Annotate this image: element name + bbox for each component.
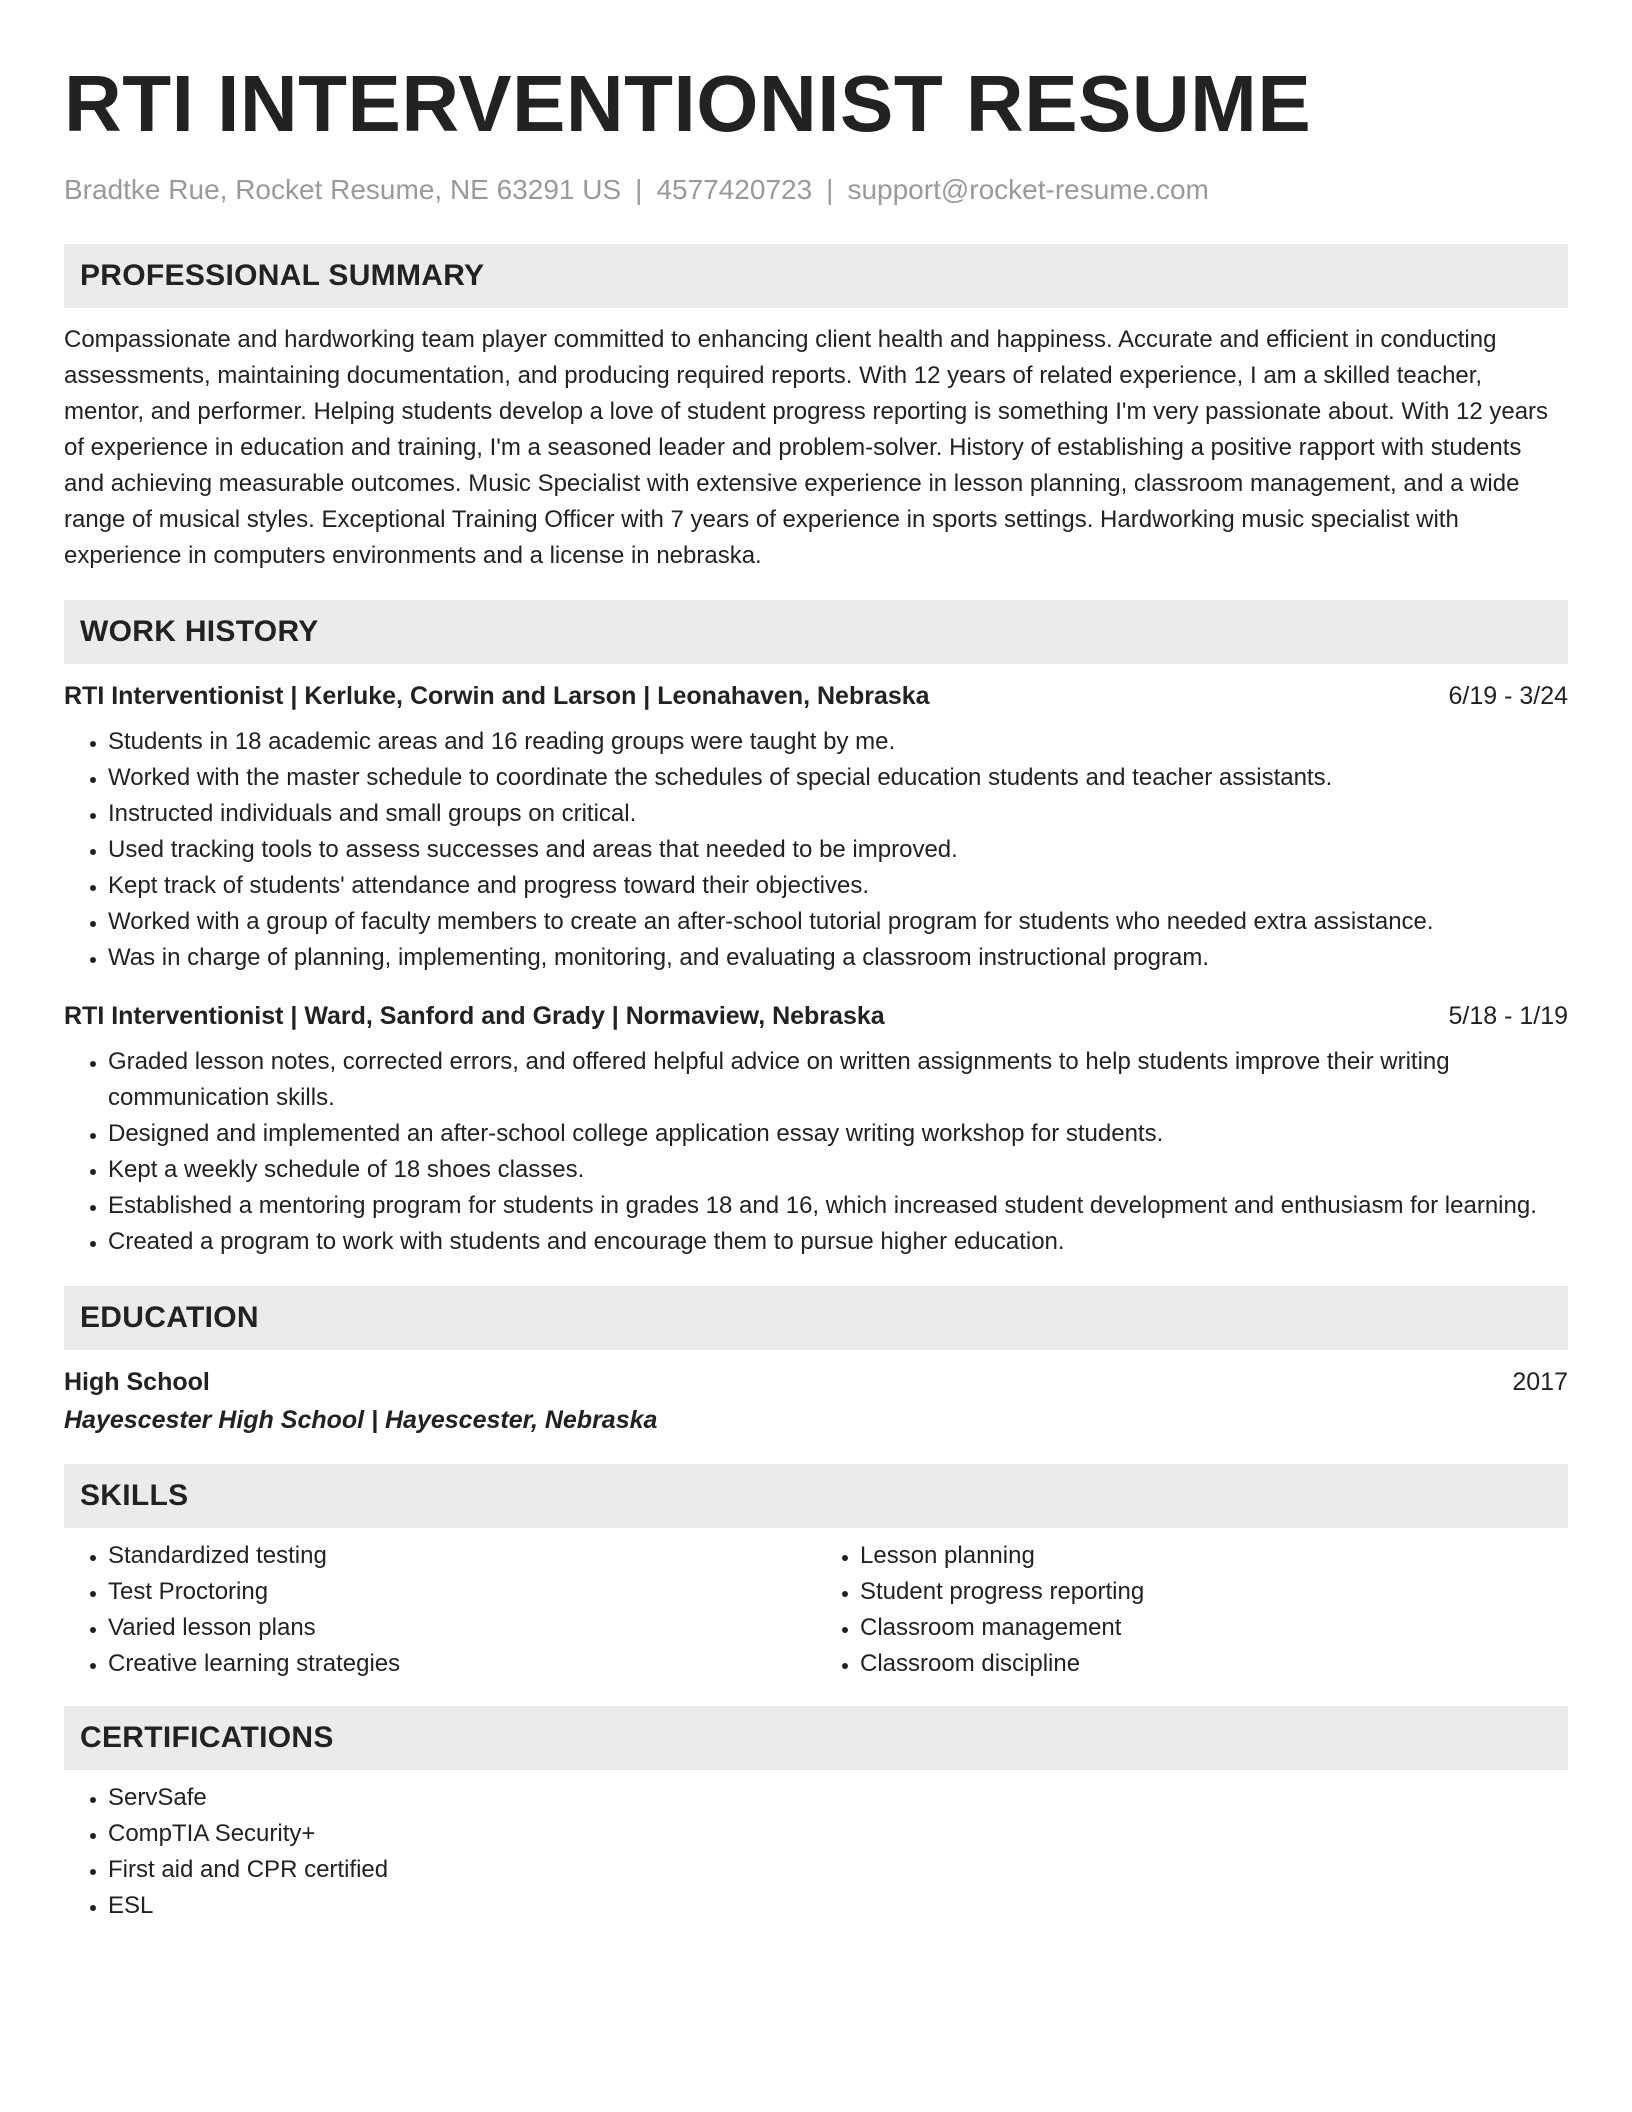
list-item: • Graded lesson notes, corrected errors, and offered helpful advice on written assignments to help students improve their writing communication skills.: [108, 1044, 1568, 1116]
job-title: RTI Interventionist | Kerluke, Corwin and Larson | Leonahaven, Nebraska: [64, 682, 930, 710]
list-item: • Standardized testing: [108, 1538, 816, 1574]
list-item: • ESL: [108, 1888, 1568, 1924]
list-item: • Lesson planning: [860, 1538, 1568, 1574]
job-dates: 6/19 - 3/24: [1448, 682, 1568, 710]
job-entry: [64, 678, 1568, 976]
list-item: • Used tracking tools to assess successes and areas that needed to be improved.: [108, 832, 1568, 868]
summary-text: Compassionate and hardworking team player committed to enhancing client health and happiness. Accurate and efficient in conducting assessments, maintaining documentation, and producing required reports. With 12 years of related experience, I am a skilled teacher, mentor, and performer. Helping students develop a love of student progress reporting is something I'm very passionate about. With 12 years of experience in education and training, I'm a seasoned leader and problem-solver. History of establishing a positive rapport with students and achieving measurable outcomes. Music Specialist with extensive experience in lesson planning, classroom management, and a wide range of musical styles. Exceptional Training Officer with 7 years of experience in sports settings. Hardworking music specialist with experience in computers environments and a license in nebraska.: [64, 326, 1549, 569]
job-header: [64, 998, 1568, 1034]
section-heading-work-history: WORK HISTORY: [64, 600, 1568, 664]
list-item: • Worked with the master schedule to coordinate the schedules of special education students and teacher assistants.: [108, 760, 1568, 796]
job-bullets: [64, 724, 1568, 976]
contact-address: Bradtke Rue, Rocket Resume, NE 63291 US: [64, 174, 622, 205]
list-item: • Students in 18 academic areas and 16 reading groups were taught by me.: [108, 724, 1568, 760]
education-header: [64, 1364, 1568, 1400]
section-heading-summary: PROFESSIONAL SUMMARY: [64, 244, 1568, 308]
list-item: • Kept track of students' attendance and progress toward their objectives.: [108, 868, 1568, 904]
job-header: [64, 678, 1568, 714]
education-school: Hayescester High School | Hayescester, Nebraska: [64, 1406, 658, 1434]
section-heading-certifications: CERTIFICATIONS: [64, 1706, 1568, 1770]
contact-phone: 4577420723: [656, 174, 813, 205]
list-item: • Designed and implemented an after-school college application essay writing workshop for students.: [108, 1116, 1568, 1152]
job-dates: 5/18 - 1/19: [1448, 1002, 1568, 1030]
list-item: • Test Proctoring: [108, 1574, 816, 1610]
list-item: • Creative learning strategies: [108, 1646, 816, 1682]
list-item: • Established a mentoring program for students in grades 18 and 16, which increased student development and enthusiasm for learning.: [108, 1188, 1568, 1224]
list-item: • Instructed individuals and small groups on critical.: [108, 796, 1568, 832]
list-item: • Created a program to work with students and encourage them to pursue higher education.: [108, 1224, 1568, 1260]
list-item: • Classroom discipline: [860, 1646, 1568, 1682]
education-year: 2017: [1512, 1368, 1568, 1396]
skills-list-left: [64, 1538, 816, 1682]
education-degree: High School: [64, 1368, 210, 1396]
list-item: • Classroom management: [860, 1610, 1568, 1646]
skills-grid: [64, 1528, 1568, 1682]
job-entry: [64, 998, 1568, 1260]
contact-separator: |: [635, 174, 643, 205]
section-heading-education: EDUCATION: [64, 1286, 1568, 1350]
list-item: • Was in charge of planning, implementing, monitoring, and evaluating a classroom instructional program.: [108, 940, 1568, 976]
job-title: RTI Interventionist | Ward, Sanford and Grady | Normaview, Nebraska: [64, 1002, 885, 1030]
contact-line: [64, 172, 1568, 208]
job-bullets: [64, 1044, 1568, 1260]
list-item: • First aid and CPR certified: [108, 1852, 1568, 1888]
list-item: • ServSafe: [108, 1780, 1568, 1816]
list-item: • Worked with a group of faculty members to create an after-school tutorial program for students who needed extra assistance.: [108, 904, 1568, 940]
resume-title: RTI INTERVENTIONIST RESUME: [64, 59, 1312, 148]
education-entry: [64, 1364, 1568, 1440]
section-heading-skills: SKILLS: [64, 1464, 1568, 1528]
list-item: • CompTIA Security+: [108, 1816, 1568, 1852]
list-item: • Student progress reporting: [860, 1574, 1568, 1610]
skills-list-right: [816, 1538, 1568, 1682]
list-item: • Kept a weekly schedule of 18 shoes classes.: [108, 1152, 1568, 1188]
list-item: • Varied lesson plans: [108, 1610, 816, 1646]
contact-email: support@rocket-resume.com: [847, 174, 1209, 205]
certifications-list: [64, 1780, 1568, 1924]
contact-separator: |: [826, 174, 834, 205]
